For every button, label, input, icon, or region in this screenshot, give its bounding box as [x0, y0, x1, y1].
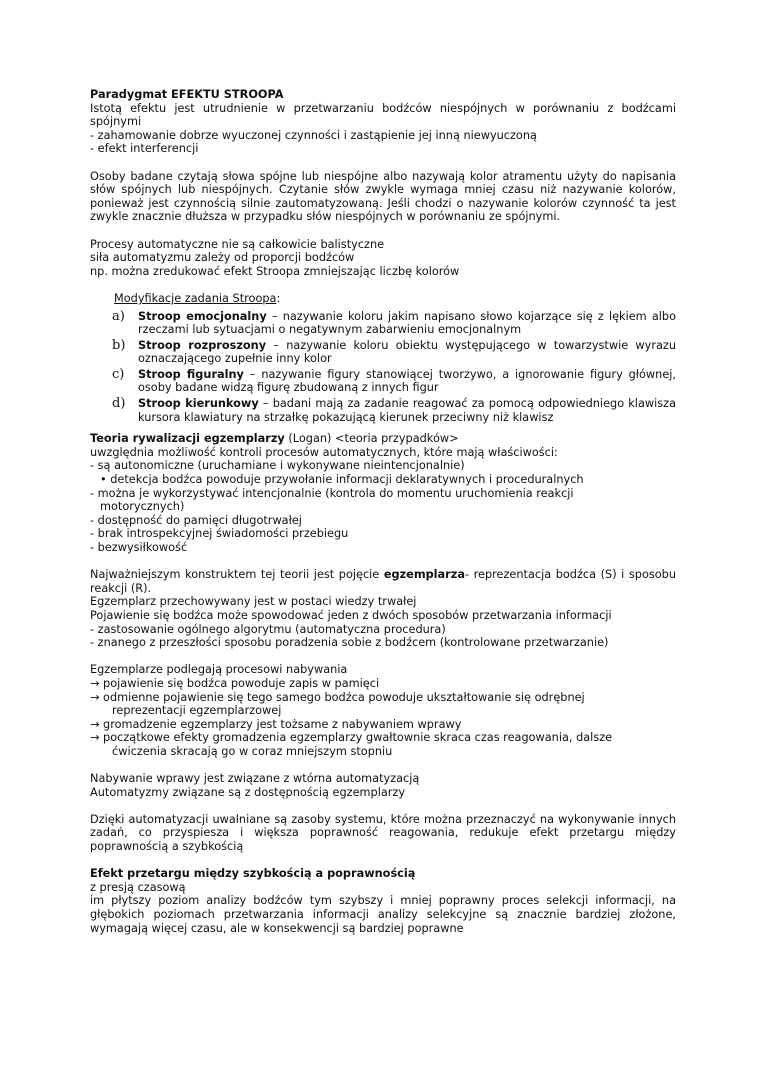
list-item: → odmienne pojawienie się tego samego bodźca powoduje ukształtowanie się odrębnej reprezentacji egzemplarzowej: [90, 690, 585, 718]
automatic-line-2: siła automatyzmu zależy od proporcji bodźców: [90, 251, 355, 265]
modifications-title: Modyfikacje zadania Stroopa: [114, 291, 277, 305]
practice-line: Automatyzmy związane są z dostępnością egzemplarzy: [90, 785, 406, 799]
stroop-heading: Paradygmat EFEKTU STROOPA: [90, 88, 284, 101]
list-marker: b): [112, 337, 126, 353]
list-marker: d): [112, 396, 126, 412]
theory-line: - są autonomiczne (uruchamiane i wykonywane nieintencjonalnie): [90, 459, 465, 473]
list-item: a) Stroop emocjonalny – nazywanie koloru jakim napisano słowo kojarzące się z lękiem albo rzeczami lub sytuacjami o negatywnym zabarwieniu emocjonalnym: [90, 310, 676, 337]
acquisition-title: Egzemplarze podlegają procesowi nabywania: [90, 663, 348, 677]
tradeoff-line: z presją czasową: [90, 880, 186, 894]
theory-subbullet: • detekcja bodźca powoduje przywołanie informacji deklaratywnych i proceduralnych: [100, 473, 584, 487]
modifications-list: [90, 310, 676, 425]
list-item: d) Stroop kierunkowy – badani mają za zadanie reagować za pomocą odpowiedniego klawisza kursora klawiatury na strzałkę pokazującą kierunek przeciwny niż klawisz: [90, 397, 676, 424]
term: Stroop rozproszony: [138, 338, 267, 352]
stroop-paragraph: Osoby badane czytają słowa spójne lub niespójne albo nazywają kolor atramentu użyty do napisania słów spójnych lub niespójnych. Czytanie słów zwykle wymaga mniej czasu niż nazywanie kolorów, ponieważ jest czynnością silnie zautomatyzowaną. Jeśli chodzi o nazywanie kolorów czynność ta jest zwykle znacznie dłuższa w przypadku słów niespójnych w porównaniu ze spójnymi.: [90, 169, 676, 224]
term: egzemplarza: [383, 568, 465, 582]
list-item: b) Stroop rozproszony – nazywanie koloru obiektu występującego w towarzystwie wyrazu oznaczającego zupełnie inny kolor: [90, 339, 676, 366]
theory-line: - dostępność do pamięci długotrwałej: [90, 513, 302, 527]
automatic-line-1: Procesy automatyczne nie są całkowicie balistyczne: [90, 237, 385, 251]
term: Stroop figuralny: [138, 367, 244, 381]
list-item: → gromadzenie egzemplarzy jest tożsame z nabywaniem wprawy: [90, 717, 462, 731]
tradeoff-paragraph: im płytszy poziom analizy bodźców tym szybszy i mniej poprawny proces selekcji informacji, na głębokich poziomach przetwarzania informacji analizy selekcyjne są znacznie bardziej złożone, wymagają więcej czasu, ale w konsekwencji są bardziej poprawne: [90, 894, 676, 935]
list-item: → pojawienie się bodźca powoduje zapis w pamięci: [90, 676, 380, 690]
construct-line: - zastosowanie ogólnego algorytmu (automatyczna procedura): [90, 622, 446, 636]
automatic-line-3: np. można zredukować efekt Stroopa zmniejszając liczbę kolorów: [90, 264, 460, 278]
practice-line: Nabywanie wprawy jest związane z wtórna automatyzacją: [90, 772, 420, 786]
stroop-bullet-1: - zahamowanie dobrze wyuczonej czynności i zastąpienie jej inną niewyuczoną: [90, 128, 537, 142]
theory-line: - bezwysiłkowość: [90, 541, 188, 554]
construct-line: Pojawienie się bodźca może spowodować jeden z dwóch sposobów przetwarzania informacji: [90, 608, 612, 622]
modifications-heading: Modyfikacje zadania Stroopa:: [114, 291, 281, 305]
construct-line: - znanego z przeszłości sposobu poradzenia sobie z bodźcem (kontrolowane przetwarzanie): [90, 636, 609, 650]
tradeoff-heading: Efekt przetargu między szybkością a poprawnością: [90, 867, 416, 881]
stroop-intro: Istotą efektu jest utrudnienie w przetwarzaniu bodźców niespójnych w porównaniu z bodźcami spójnymi: [90, 101, 676, 129]
list-item: c) Stroop figuralny – nazywanie figury stanowiącej tworzywo, a ignorowanie figury głównej, osoby badane widzą figurę zbudowaną z innych figur: [90, 368, 676, 395]
term: Stroop emocjonalny: [138, 309, 267, 323]
theory-heading: Teoria rywalizacji egzemplarzy (Logan) <teoria przypadków>: [90, 432, 459, 446]
document-page: [90, 88, 676, 935]
list-marker: c): [112, 366, 125, 382]
construct-line: Egzemplarz przechowywany jest w postaci wiedzy trwałej: [90, 595, 417, 609]
theory-line: - brak introspekcyjnej świadomości przebiegu: [90, 527, 349, 541]
theory-line: - można je wykorzystywać intencjonalnie (kontrola do momentu uruchomienia reakcji: [90, 486, 574, 500]
stroop-bullet-2: - efekt interferencji: [90, 142, 199, 156]
list-marker: a): [112, 308, 125, 324]
theory-line-cont: motorycznych): [100, 500, 185, 514]
list-item: → początkowe efekty gromadzenia egzemplarzy gwałtownie skraca czas reagowania, dalsze ćwiczenia skracają go w coraz mniejszym stopniu: [90, 731, 613, 758]
theory-line: uwzględnia możliwość kontroli procesów automatycznych, które mają właściwości:: [90, 445, 558, 459]
practice-paragraph: Dzięki automatyzacji uwalniane są zasoby systemu, które można przeznaczyć na wykonywanie innych zadań, co przyspiesza i większa poprawność reagowania, redukuje efekt przetargu między poprawnością a szybkością: [90, 812, 676, 854]
construct-paragraph: Najważniejszym konstruktem tej teorii jest pojęcie egzemplarza- reprezentacja bodźca (S) i sposobu reakcji (R).: [90, 568, 676, 595]
term: Stroop kierunkowy: [138, 397, 259, 411]
